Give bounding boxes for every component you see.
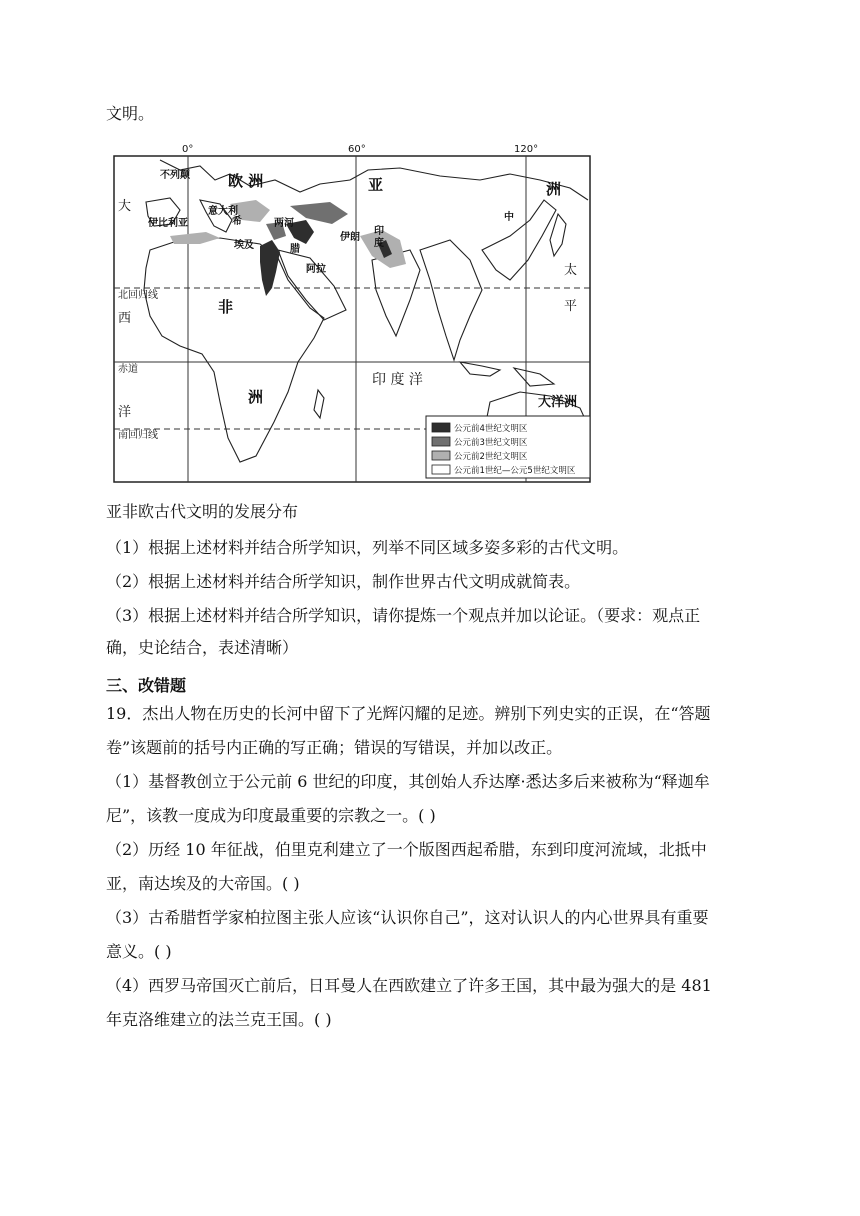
label-atlantic-yang: 洋 <box>118 405 132 420</box>
region-label-greece-1: 希 <box>232 216 242 227</box>
q19-item-4-line-2: 年克洛维建立的法兰克王国。( ) <box>106 1010 332 1029</box>
label-atlantic-da: 大 <box>118 199 132 214</box>
region-label-italy: 意大利 <box>208 206 238 217</box>
label-asia: 亚 <box>368 176 384 194</box>
label-equator: 赤道 <box>118 364 138 375</box>
region-label-india-1: 印 <box>374 226 384 237</box>
label-tropic-capricorn: 南回归线 <box>118 430 158 441</box>
q19-stem-line-1: 19．杰出人物在历史的长河中留下了光辉闪耀的足迹。辨别下列史实的正误，在“答题 <box>106 704 711 723</box>
region-label-iberia: 伊比利亚 <box>148 218 188 229</box>
section-title-correction: 三、改错题 <box>106 676 187 695</box>
q19-item-1-line-1: （1）基督教创立于公元前 6 世纪的印度，其创始人乔达摩·悉达多后来被称为“释迦牟 <box>106 772 710 791</box>
region-label-iran: 伊朗 <box>340 232 360 243</box>
q19-item-3-line-2: 意义。( ) <box>106 942 172 961</box>
region-label-mesopotamia: 两河 <box>274 218 294 229</box>
q18-item-2: （2）根据上述材料并结合所学知识，制作世界古代文明成就简表。 <box>106 572 581 591</box>
label-indian-ocean: 印 度 洋 <box>372 372 423 388</box>
region-label-china: 中 <box>504 212 514 223</box>
label-pacific-tai: 太 <box>564 263 578 278</box>
label-africa: 非 <box>218 298 234 316</box>
legend-label: 公元前1世纪—公元5世纪文明区 <box>454 466 576 476</box>
q19-stem-line-2: 卷”该题前的括号内正确的写正确；错误的写错误，并加以改正。 <box>106 738 563 757</box>
label-atlantic-xi: 西 <box>118 311 132 326</box>
q18-item-1: （1）根据上述材料并结合所学知识，列举不同区域多姿多彩的古代文明。 <box>106 538 629 557</box>
longitude-label-0: 0° <box>182 144 194 155</box>
region-label-greece-2: 腊 <box>290 244 300 255</box>
region-label-india-2: 度 <box>374 238 384 249</box>
q19-item-1-line-2: 尼”，该教一度成为印度最重要的宗教之一。( ) <box>106 806 436 825</box>
civilization-map <box>110 140 594 486</box>
legend-label: 公元前3世纪文明区 <box>454 438 528 448</box>
q19-item-3-line-1: （3）古希腊哲学家柏拉图主张人应该“认识你自己”，这对认识人的内心世界具有重要 <box>106 908 709 927</box>
region-label-britain: 不列颠 <box>160 170 190 181</box>
label-europe: 欧 洲 <box>228 172 264 190</box>
region-label-arabia: 阿拉 <box>306 264 326 275</box>
q19-item-2-line-1: （2）历经 10 年征战，伯里克利建立了一个版图西起希腊，东到印度河流域，北抵中 <box>106 840 707 859</box>
legend-swatch <box>432 423 450 432</box>
map-legend <box>426 416 590 478</box>
q18-item-3-cont: 确，史论结合，表述清晰） <box>106 638 299 657</box>
intro-fragment: 文明。 <box>106 104 155 123</box>
q19-item-4-line-1: （4）西罗马帝国灭亡前后，日耳曼人在西欧建立了许多王国，其中最为强大的是 481 <box>106 976 712 995</box>
legend-swatch <box>432 451 450 460</box>
region-label-egypt: 埃及 <box>234 240 254 251</box>
q18-item-3: （3）根据上述材料并结合所学知识，请你提炼一个观点并加以论证。（要求：观点正 <box>106 606 701 625</box>
label-asia-zhou: 洲 <box>546 180 562 198</box>
legend-label: 公元前2世纪文明区 <box>454 452 528 462</box>
legend-label: 公元前4世纪文明区 <box>454 424 528 434</box>
label-pacific-ping: 平 <box>564 299 578 314</box>
legend-swatch <box>432 437 450 446</box>
q19-item-2-line-2: 亚，南达埃及的大帝国。( ) <box>106 874 300 893</box>
longitude-label-120: 120° <box>514 144 539 155</box>
label-africa-zhou: 洲 <box>248 388 264 406</box>
label-oceania: 大洋洲 <box>538 395 578 410</box>
label-tropic-cancer: 北回归线 <box>118 290 158 301</box>
legend-swatch <box>432 465 450 474</box>
map-caption: 亚非欧古代文明的发展分布 <box>106 502 299 521</box>
longitude-label-60: 60° <box>348 144 366 155</box>
